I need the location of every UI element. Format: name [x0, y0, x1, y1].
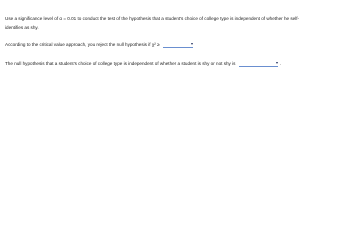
conclusion-period: .: [280, 61, 282, 67]
question-intro-line-1: Use a significance level of α = 0.01 to conduct the test of the hypothesis that a student's choice of college type is independent of whether he self-: [5, 16, 300, 21]
critical-value-dropdown[interactable]: [163, 42, 193, 48]
conclusion-dropdown[interactable]: [239, 61, 278, 67]
chevron-down-icon: [276, 62, 278, 64]
critical-value-question: [5, 42, 193, 48]
conclusion-prompt: The null hypothesis that a student's choice of college type is independent of whether a student is shy or not shy is: [5, 61, 236, 67]
chevron-down-icon: [191, 43, 193, 45]
critical-value-prompt: According to the critical value approach, you reject the null hypothesis if χ² ≥: [5, 42, 160, 48]
conclusion-question: [5, 61, 281, 67]
question-intro-line-2: identifies as shy.: [5, 25, 39, 30]
